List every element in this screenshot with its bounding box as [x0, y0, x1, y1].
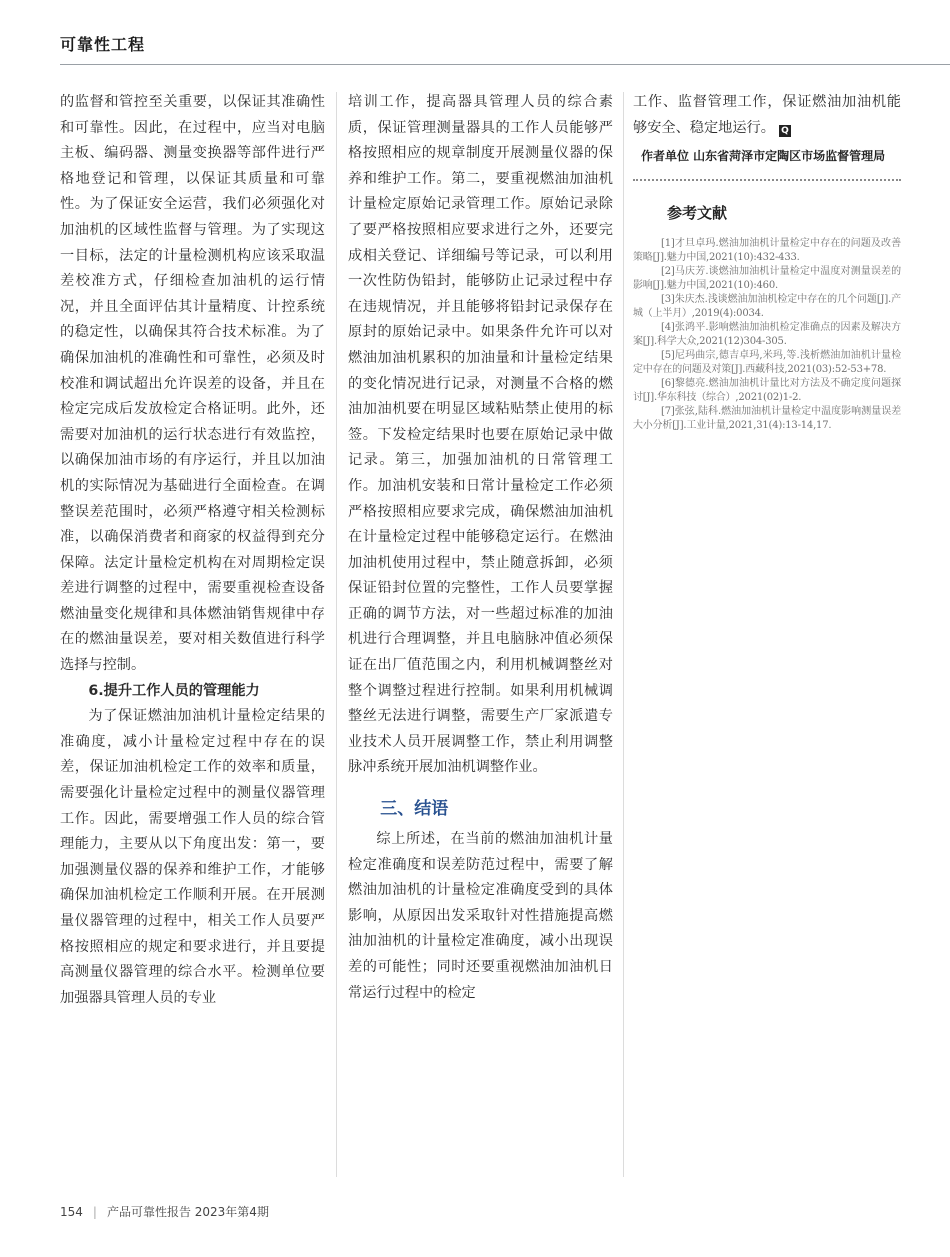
body-column-2	[348, 90, 613, 1006]
references-list	[633, 237, 901, 433]
author-unit: 作者单位 山东省菏泽市定陶区市场监督管理局	[641, 149, 886, 164]
references-title: 参考文献	[667, 204, 728, 223]
dotted-divider	[633, 179, 901, 181]
reference-item: [1]才旦卓玛.燃油加油机计量检定中存在的问题及改善策略[J].魅力中国,2021(10):432-433.	[633, 237, 901, 263]
reference-item: [3]朱庆杰.浅谈燃油加油机检定中存在的几个问题[J].产城（上半月）,2019(4):0034.	[633, 293, 901, 319]
publication-name: 产品可靠性报告 2023年第4期	[106, 1205, 269, 1219]
body-column-3	[633, 90, 901, 433]
end-mark-icon: Q	[779, 125, 791, 137]
reference-item: [6]黎德亮.燃油加油机计量比对方法及不确定度问题探讨[J].华东科技（综合）,2021(02)1-2.	[633, 377, 901, 403]
body-paragraph: 综上所述，在当前的燃油加油机计量检定准确度和误差防范过程中，需要了解燃油加油机的计量检定准确度受到的具体影响，从原因出发采取针对性措施提高燃油加油机的计量检定准确度，减小出现误差的可能性；同时还要重视燃油加油机日常运行过程中的检定	[348, 831, 613, 1001]
column-divider-2	[623, 92, 624, 1177]
footer-separator: |	[92, 1205, 97, 1219]
header-divider	[60, 64, 950, 65]
subheading: 6.提升工作人员的管理能力	[88, 682, 260, 699]
page-number: 154	[60, 1205, 83, 1219]
reference-item: [4]张鸿平.影响燃油加油机检定准确点的因素及解决方案[J].科学大众,2021(12)304-305.	[633, 321, 901, 347]
reference-item: [5]尼玛曲宗,德吉卓玛,米玛,等.浅析燃油加油机计量检定中存在的问题及对策[J].西藏科技,2021(03):52-53+78.	[633, 349, 901, 375]
body-paragraph	[633, 90, 901, 141]
column-divider-1	[336, 92, 337, 1177]
journal-section-header: 可靠性工程	[60, 35, 146, 54]
reference-item: [7]张弦,陆科.燃油加油机计量检定中温度影响测量误差大小分析[J].工业计量,2021,31(4):13-14,17.	[633, 405, 901, 431]
section-title: 三、结语	[380, 799, 449, 820]
page-footer	[60, 1203, 269, 1220]
body-paragraph: 为了保证燃油加油机计量检定结果的准确度，减小计量检定过程中存在的误差，保证加油机检定工作的效率和质量，需要强化计量检定过程中的测量仪器管理工作。因此，需要增强工作人员的综合管理能力，主要从以下角度出发：第一，要加强测量仪器的保养和维护工作，才能够确保加油机检定工作顺利开展。在开展测量仪器管理的过程中，相关工作人员要严格按照相应的规定和要求进行，并且要提高测量仪器管理的综合水平。检测单位要加强器具管理人员的专业	[60, 708, 325, 1006]
reference-item: [2]马庆芳.谈燃油加油机计量检定中温度对测量误差的影响[J].魅力中国,2021(10):460.	[633, 265, 901, 291]
body-column-1	[60, 90, 325, 1011]
body-paragraph: 的监督和管控至关重要，以保证其准确性和可靠性。因此，在过程中，应当对电脑主板、编码器、测量变换器等部件进行严格地登记和管理，以保证其质量和可靠性。为了保证安全运营，我们必须强化对加油机的区域性监督与管理。为了实现这一目标，法定的计量检测机构应该采取温差校准方式，仔细检查加油机的运行情况，并且全面评估其计量精度、计控系统的稳定性，以确保其符合技术标准。为了确保加油机的准确性和可靠性，必须及时校准和调试超出允许误差的设备，并且在检定完成后发放检定合格证明。此外，还需要对加油机的运行状态进行有效监控，以确保加油市场的有序运行，并且以加油机的实际情况为基础进行全面检查。在调整误差范围时，必须严格遵守相关检测标准，以确保消费者和商家的权益得到充分保障。法定计量检定机构在对周期检定误差进行调整的过程中，需要重视检查设备燃油量变化规律和具体燃油销售规律中存在的燃油量误差，要对相关数值进行科学选择与控制。	[60, 94, 325, 674]
body-paragraph: 培训工作，提高器具管理人员的综合素质，保证管理测量器具的工作人员能够严格按照相应的规章制度开展测量仪器的保养和维护工作。第二，要重视燃油加油机计量检定原始记录管理工作。原始记录除了要严格按照相应要求进行之外，还要完成相关登记、详细编号等记录，可以利用一次性防伪铅封，能够防止记录过程中存在违规情况，并且能够将铅封记录保存在原封的原始记录中。如果条件允许可以对燃油加油机累积的加油量和计量检定结果的变化情况进行记录，对测量不合格的燃油加油机要在明显区域粘贴禁止使用的标签。下发检定结果时也要在原始记录中做记录。第三，加强加油机的日常管理工作。加油机安装和日常计量检定工作必须严格按照相应要求完成，确保燃油加油机在计量检定过程中能够稳定运行。在燃油加油机使用过程中，禁止随意拆卸，必须保证铅封位置的完整性，工作人员要掌握正确的调节方法，对一些超过标准的加油机进行合理调整，并且电脑脉冲值必须保证在出厂值范围之内，利用机械调整丝对整个调整过程进行控制。如果利用机械调整丝无法进行调整，需要生产厂家派遣专业技术人员开展调整工作，禁止利用调整脉冲系统开展加油机调整作业。	[348, 94, 613, 776]
closing-text: 工作、监督管理工作，保证燃油加油机能够安全、稳定地运行。	[633, 94, 901, 136]
